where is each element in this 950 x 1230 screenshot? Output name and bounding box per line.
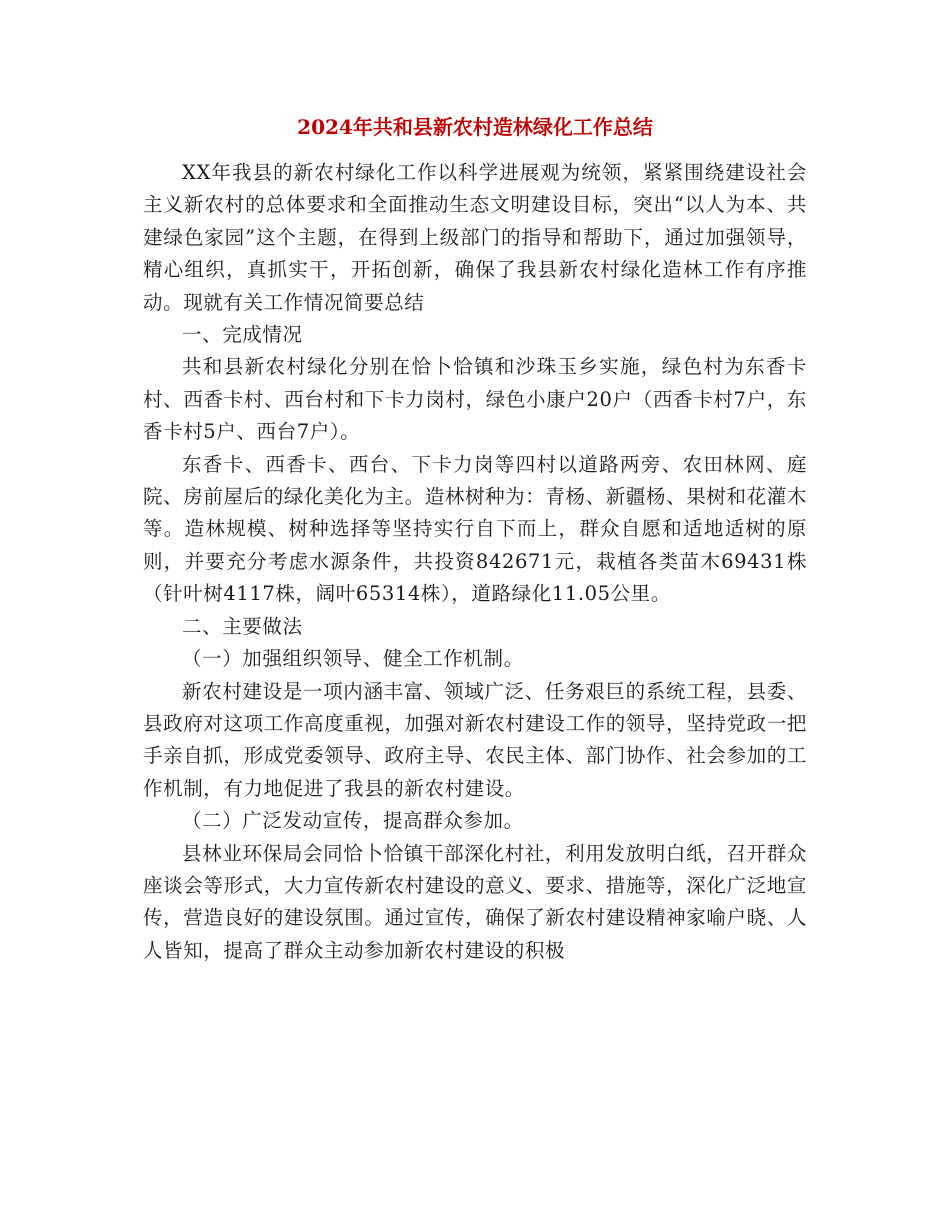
completion-paragraph-scale: 东香卡、西香卡、西台、下卡力岗等四村以道路两旁、农田林网、庭院、房前屋后的绿化美化为主。造林树种为：青杨、新疆杨、果树和花灌木等。造林规模、树种选择等坚持实行自下而上，群众自愿和适地适树的原则，并要充分考虑水源条件，共投资842671元，栽植各类苗木69431株（针叶树4117株，阔叶65314株），道路绿化11.05公里。: [143, 452, 807, 606]
leadership-paragraph: 新农村建设是一项内涵丰富、领域广泛、任务艰巨的系统工程，县委、县政府对这项工作高度重视，加强对新农村建设工作的领导，坚持党政一把手亲自抓，形成党委领导、政府主导、农民主体、部门协作、社会参加的工作机制，有力地促进了我县的新农村建设。: [143, 679, 807, 800]
document-body: [143, 157, 807, 967]
document-title: 2024年共和县新农村造林绿化工作总结: [297, 115, 653, 139]
subheading-publicity: （二）广泛发动宣传，提高群众参加。: [182, 809, 524, 833]
section-heading-completion: 一、完成情况: [182, 323, 303, 347]
intro-paragraph: XX年我县的新农村绿化工作以科学进展观为统领，紧紧围绕建设社会主义新农村的总体要求和全面推动生态文明建设目标，突出“以人为本、共建绿色家园”这个主题，在得到上级部门的指导和帮助下，通过加强领导，精心组织，真抓实干，开拓创新，确保了我县新农村绿化造林工作有序推动。现就有关工作情况简要总结: [143, 161, 807, 314]
subheading-leadership: （一）加强组织领导、健全工作机制。: [182, 647, 524, 671]
completion-paragraph-villages: 共和县新农村绿化分别在恰卜恰镇和沙珠玉乡实施，绿色村为东香卡村、西香卡村、西台村和下卡力岗村，绿色小康户20户（西香卡村7户，东香卡村5户、西台7户）。: [143, 355, 807, 444]
section-heading-methods: 二、主要做法: [182, 614, 303, 638]
publicity-paragraph: 县林业环保局会同恰卜恰镇干部深化村社，利用发放明白纸，召开群众座谈会等形式，大力宣传新农村建设的意义、要求、措施等，深化广泛地宣传，营造良好的建设氛围。通过宣传，确保了新农村建设精神家喻户晓、人人皆知，提高了群众主动参加新农村建设的积极: [143, 841, 807, 962]
